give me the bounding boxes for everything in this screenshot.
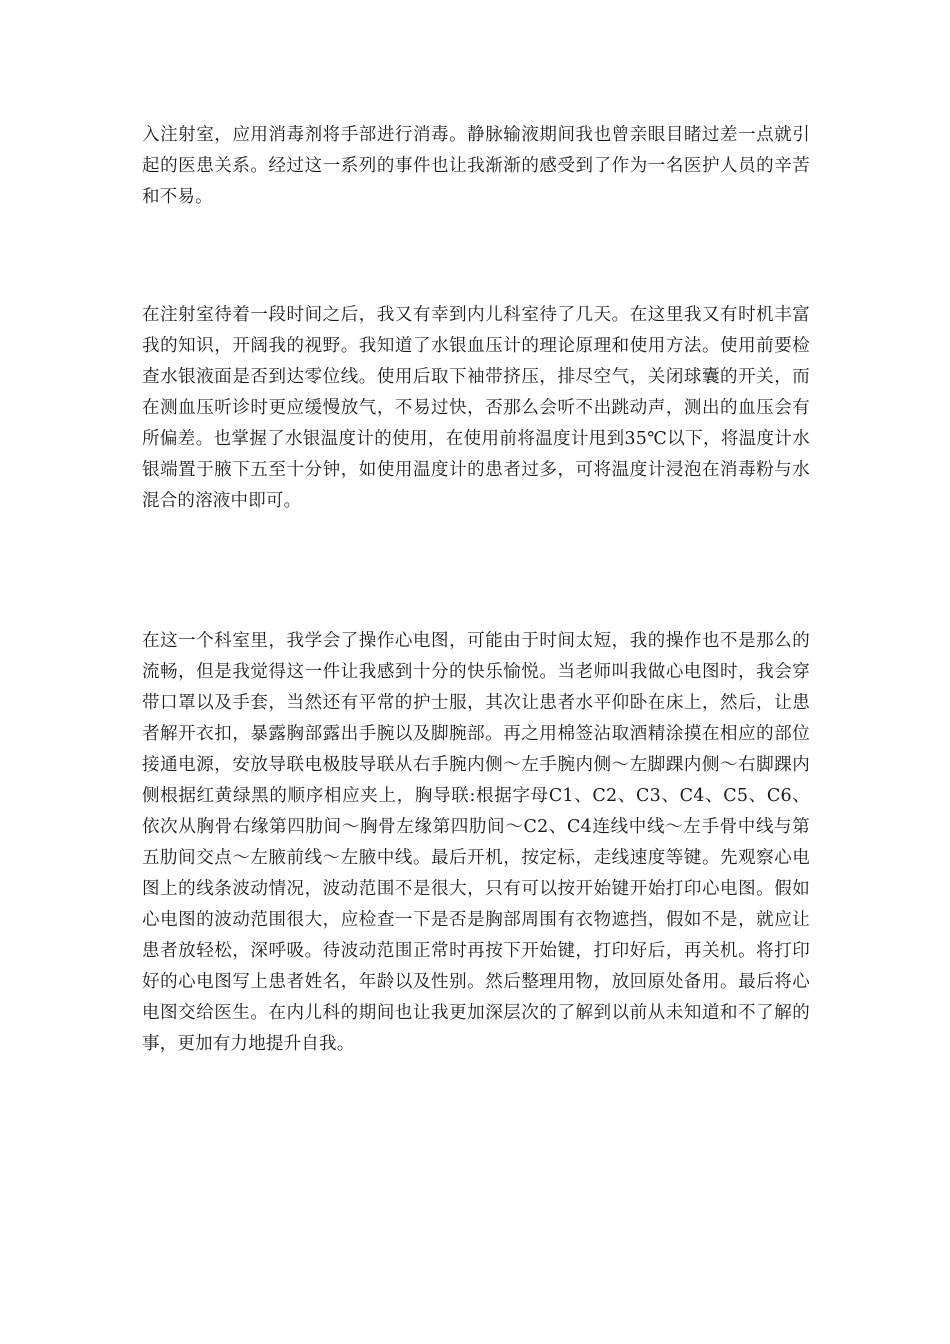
paragraph-ecg-operation: 在这一个科室里，我学会了操作心电图，可能由于时间太短，我的操作也不是那么的流畅，但是我觉得这一件让我感到十分的快乐愉悦。当老师叫我做心电图时，我会穿带口罩以及手套，当然还有平常的护士服，其次让患者水平仰卧在床上，然后，让患者解开衣扣，暴露胸部露出手腕以及脚腕部。再之用棉签沾取酒精涂摸在相应的部位接通电源，安放导联电极肢导联从右手腕内侧～左手腕内侧～左脚踝内侧～右脚踝内侧根据红黄绿黑的顺序相应夹上，胸导联:根据字母C1、C2、C3、C4、C5、C6、依次从胸骨右缘第四肋间～胸骨左缘第四肋间～C2、C4连线中线～左手骨中线与第五肋间交点～左腋前线～左腋中线。最后开机，按定标，走线速度等键。先观察心电图上的线条波动情况，波动范围不是很大，只有可以按开始键开始打印心电图。假如心电图的波动范围很大，应检查一下是否是胸部周围有衣物遮挡，假如不是，就应让患者放轻松，深呼吸。待波动范围正常时再按下开始键，打印好后，再关机。将打印好的心电图写上患者姓名，年龄以及性别。然后整理用物，放回原处备用。最后将心电图交给医生。在内儿科的期间也让我更加深层次的了解到以前从未知道和不了解的事，更加有力地提升自我。: [142, 631, 810, 1054]
paragraph-blood-pressure-thermometer: 在注射室待着一段时间之后，我又有幸到内儿科室待了几天。在这里我又有时机丰富我的知识，开阔我的视野。我知道了水银血压计的理论原理和使用方法。使用前要检查水银液面是否到达零位线。使用后取下袖带挤压，排尽空气，关闭球囊的开关，而在测血压听诊时更应缓慢放气，不易过快，否那么会听不出跳动声，测出的血压会有所偏差。也掌握了水银温度计的使用，在使用前将温度计甩到35℃以下，将温度计水银端置于腋下五至十分钟，如使用温度计的患者过多，可将温度计浸泡在消毒粉与水混合的溶液中即可。: [142, 305, 810, 511]
paragraph-injection-room: 入注射室，应用消毒剂将手部进行消毒。静脉输液期间我也曾亲眼目睹过差一点就引起的医患关系。经过这一系列的事件也让我渐渐的感受到了作为一名医护人员的辛苦和不易。: [142, 125, 810, 207]
